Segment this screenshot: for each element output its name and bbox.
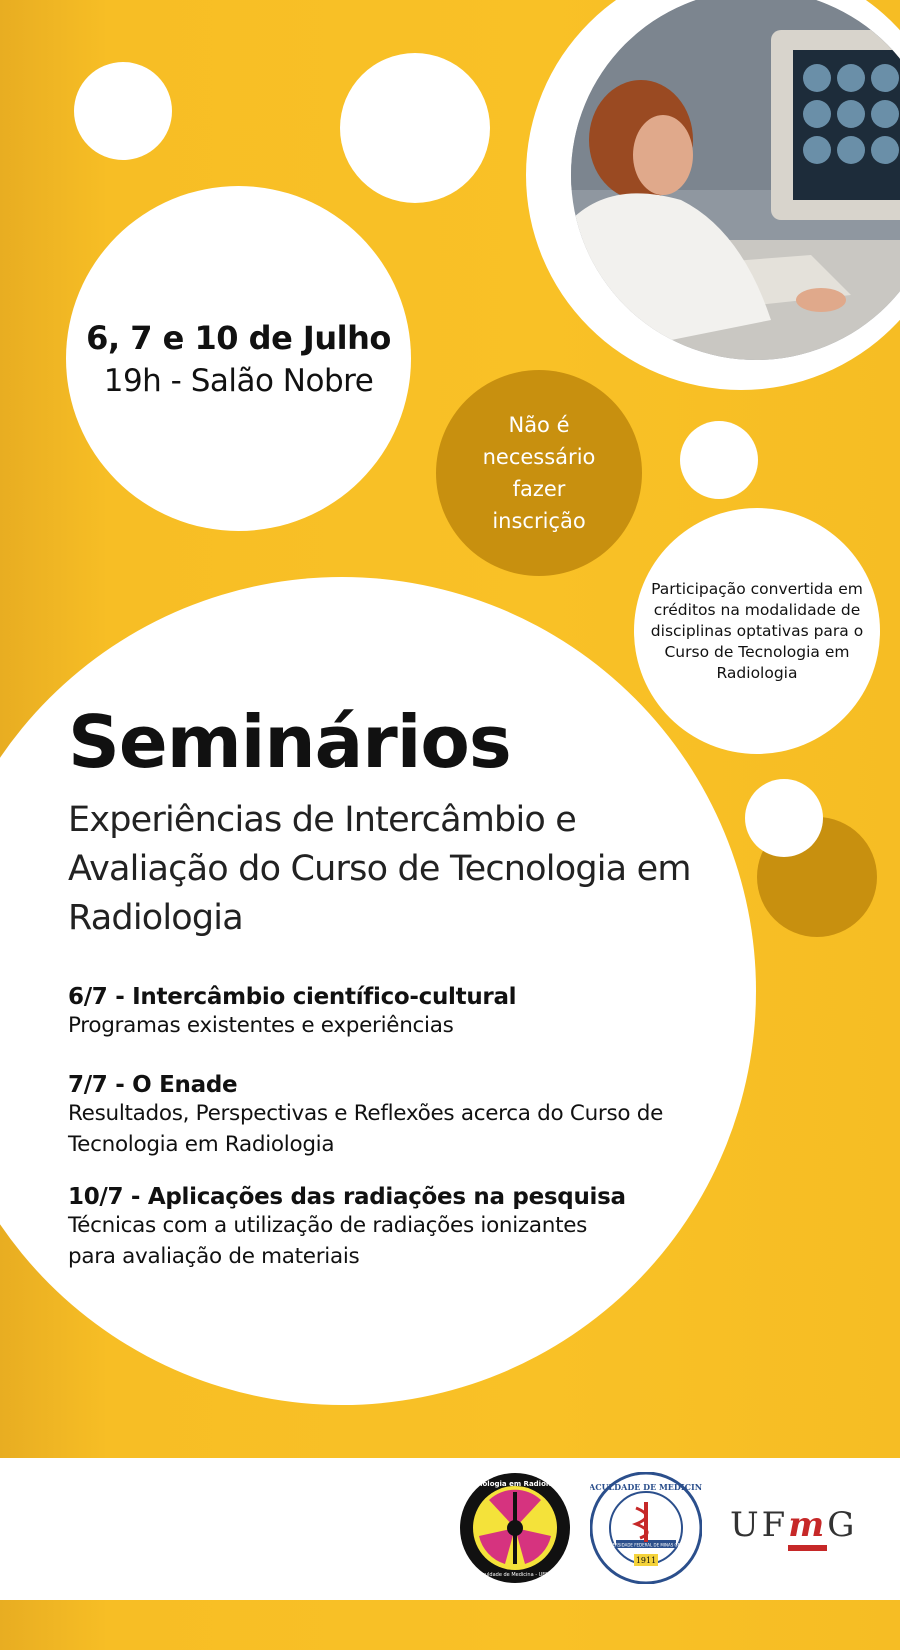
session-description: Programas existentes e experiências [68,1013,454,1038]
decor-bubble-2 [340,53,490,203]
decor-bubble-1 [74,62,172,160]
session-3 [68,1184,718,1272]
ufmg-logo [730,1505,857,1545]
session-1 [68,984,718,1041]
radiologia-logo-subtext: Faculdade de Medicina - UFMG [476,1572,554,1578]
ufmg-logo-m: m [788,1505,827,1551]
medicina-logo-subtext: UNIVERSIDADE FEDERAL DE MINAS GERAIS [602,1542,690,1548]
session-description: Técnicas com a utilização de radiações ionizantes para avaliação de materiais [68,1213,588,1269]
event-dates: 6, 7 e 10 de Julho [86,318,391,357]
decor-bubble-4 [745,779,823,857]
radiologia-logo-text: Tecnologia em Radiologia [464,1480,566,1488]
credits-note: Participação convertida em créditos na modalidade de disciplinas optativas para o Curso de Tecnologia em Radiologia [650,579,864,682]
page-subtitle: Experiências de Intercâmbio e Avaliação do Curso de Tecnologia em Radiologia [68,800,691,938]
decor-bubble-3 [680,421,758,499]
credits-badge [634,508,880,754]
session-2 [68,1072,718,1160]
ufmg-logo-post: G [827,1505,858,1545]
date-circle [66,186,411,531]
medicina-logo-year: 1911 [635,1556,657,1565]
session-heading: 6/7 - Intercâmbio científico-cultural [68,984,517,1010]
session-heading: 7/7 - O Enade [68,1072,238,1098]
registration-note: Não é necessário fazer inscrição [482,413,596,533]
page-title: Seminários [68,700,511,784]
ufmg-logo-pre: UF [730,1505,789,1545]
session-heading: 10/7 - Aplicações das radiações na pesquisa [68,1184,626,1210]
medicina-logo-text: FACULDADE DE MEDICINA [590,1482,702,1492]
registration-badge [436,370,642,576]
medicina-logo [590,1472,702,1584]
event-time-place: 19h - Salão Nobre [103,362,374,399]
session-description: Resultados, Perspectivas e Reflexões acerca do Curso de Tecnologia em Radiologia [68,1101,664,1157]
radiologia-logo [459,1472,571,1584]
